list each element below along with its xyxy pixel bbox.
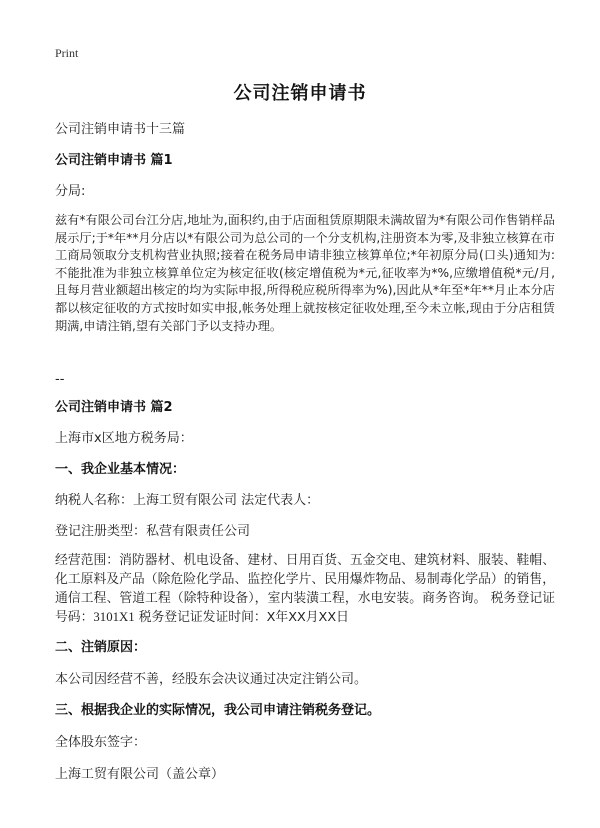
signature-label: 全体股东签字： xyxy=(55,735,147,750)
section1-body: 兹有*有限公司台江分店,地址为,面积约,由于店面租赁原期限未满故留为*有限公司作售销样品展示厅;于*年**月分店以*有限公司为总公司的一个分支机构,注册资本为零,及非独立核算在市工商局领取分支机构营业执照;接着在税务局申请非独立核算单位;*年初原分局(口头)通知为:不能批准为非独立核算单位定为核定征收(核定增值税为*元,征收率为*%,应缴增值税*元/月,且每月营业额超出核定的均为实际申报,所得税应税所得率为%),因此从*年至*年**月止本分店都以核定征收的方式按时如实申报,帐务处理上就按核定征收处理,至今未立帐,现由于分店租赁期满,申请注销,望有关部门予以支持办理。 xyxy=(55,213,555,333)
document-title: 公司注销申请书 xyxy=(233,83,367,104)
company-seal-line: 上海工贸有限公司（盖公章） xyxy=(55,767,225,782)
business-scope-paragraph xyxy=(55,551,555,627)
issue-date-text: 税务登记证发证时间：X年XX月XX日 xyxy=(134,610,349,625)
section1-heading: 公司注销申请书 篇1 xyxy=(55,153,173,168)
document-subtitle: 公司注销申请书十三篇 xyxy=(55,122,186,137)
print-link[interactable]: Print xyxy=(55,46,79,60)
tax-registration-number: 3101X1 xyxy=(93,610,135,624)
registration-type-line: 登记注册类型：私营有限责任公司 xyxy=(55,524,251,539)
taxpayer-line: 纳税人名称：上海工贸有限公司 法定代表人： xyxy=(55,493,320,508)
part1-heading: 一、我企业基本情况： xyxy=(55,462,186,477)
section1-salutation: 分局: xyxy=(55,184,86,199)
section2-heading: 公司注销申请书 篇2 xyxy=(55,400,173,415)
section2-salutation: 上海市x区地方税务局： xyxy=(55,431,193,446)
section-separator: -- xyxy=(55,372,65,387)
part3-heading: 三、根据我企业的实际情况，我公司申请注销税务登记。 xyxy=(55,703,381,718)
part2-heading: 二、注销原因： xyxy=(55,640,147,655)
reason-text: 本公司因经营不善，经股东会决议通过决定注销公司。 xyxy=(55,672,368,687)
business-scope-text: 经营范围：消防器材、机电设备、建材、日用百货、五金交电、建筑材料、服装、鞋帽、化工原料及产品（除危险化学品、监控化学片、民用爆炸物品、易制毒化学品）的销售，通信工程、管道工程（除特种设备），室内装潢工程，水电安装。商务咨询。 税务登记证号码： xyxy=(55,553,555,625)
